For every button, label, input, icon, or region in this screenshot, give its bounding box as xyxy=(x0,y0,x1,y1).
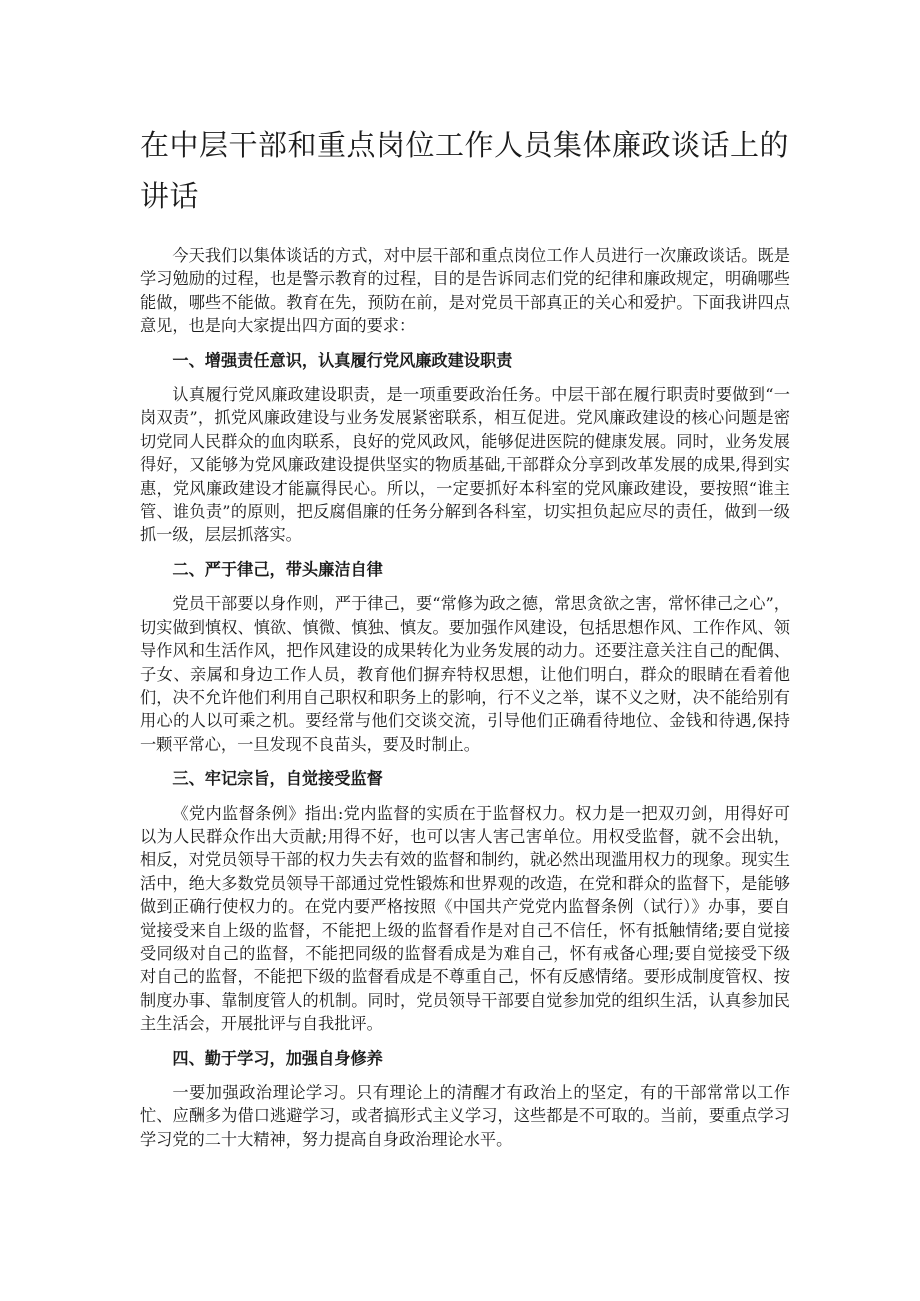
section-3-body: 《党内监督条例》指出:党内监督的实质在于监督权力。权力是一把双刃剑，用得好可以为人民群众作出大贡献;用得不好，也可以害人害己害单位。用权受监督，就不会出轨，相反，对党员领导干部的权力失去有效的监督和制约，就必然出现滥用权力的现象。现实生活中，绝大多数党员领导干部通过党性锻炼和世界观的改造，在党和群众的监督下，是能够做到正确行使权力的。在党内要严格按照《中国共产党党内监督条例（试行）》办事，要自觉接受来自上级的监督，不能把上级的监督看作是对自己不信任，怀有抵触情绪;要自觉接受同级对自己的监督，不能把同级的监督看成是为难自己，怀有戒备心理;要自觉接受下级对自己的监督，不能把下级的监督看成是不尊重自己，怀有反感情绪。要形成制度管权、按制度办事、靠制度管人的机制。同时，党员领导干部要自觉参加党的组织生活，认真参加民主生活会，开展批评与自我批评。 xyxy=(140,803,790,1034)
section-1-heading: 一、增强责任意识，认真履行党风廉政建设职责 xyxy=(172,350,513,370)
document-page xyxy=(140,120,790,1151)
section-3-heading: 三、牢记宗旨，自觉接受监督 xyxy=(172,769,383,789)
section-4-heading: 四、勤于学习，加强自身修养 xyxy=(172,1048,383,1068)
title-line-2: 讲话 xyxy=(140,179,200,213)
document-title xyxy=(140,120,790,222)
title-line-1: 在中层干部和重点岗位工作人员集体廉政谈话上的 xyxy=(140,128,790,162)
intro-paragraph: 今天我们以集体谈话的方式，对中层干部和重点岗位工作人员进行一次廉政谈话。既是学习勉励的过程，也是警示教育的过程，目的是告诉同志们党的纪律和廉政规定，明确哪些能做，哪些不能做。教育在先，预防在前，是对党员干部真正的关心和爱护。下面我讲四点意见，也是向大家提出四方面的要求： xyxy=(140,246,790,336)
section-4-body: 一要加强政治理论学习。只有理论上的清醒才有政治上的坚定，有的干部常常以工作忙、应酬多为借口逃避学习，或者搞形式主义学习，这些都是不可取的。当前，要重点学习学习党的二十大精神，努力提高自身政治理论水平。 xyxy=(140,1083,790,1149)
section-2-body: 党员干部要以身作则，严于律己，要“常修为政之德，常思贪欲之害，常怀律己之心”，切实做到慎权、慎欲、慎微、慎独、慎友。要加强作风建设，包括思想作风、工作作风、领导作风和生活作风，把作风建设的成果转化为业务发展的动力。还要注意关注自己的配偶、子女、亲属和身边工作人员，教育他们摒弃特权思想，让他们明白，群众的眼睛在看着他们，决不允许他们利用自己职权和职务上的影响，行不义之举，谋不义之财，决不能给别有用心的人以可乘之机。要经常与他们交谈交流，引导他们正确看待地位、金钱和待遇,保持一颗平常心，一旦发现不良苗头，要及时制止。 xyxy=(140,594,790,754)
section-1-body: 认真履行党风廉政建设职责，是一项重要政治任务。中层干部在履行职责时要做到“一岗双责”，抓党风廉政建设与业务发展紧密联系，相互促进。党风廉政建设的核心问题是密切党同人民群众的血肉联系，良好的党风政风，能够促进医院的健康发展。同时，业务发展得好，又能够为党风廉政建设提供坚实的物质基础,干部群众分享到改革发展的成果,得到实惠，党风廉政建设才能赢得民心。所以，一定要抓好本科室的党风廉政建设，要按照“谁主管、谁负责”的原则，把反腐倡廉的任务分解到各科室，切实担负起应尽的责任，做到一级抓一级，层层抓落实。 xyxy=(140,385,790,545)
section-2-heading: 二、严于律己，带头廉洁自律 xyxy=(172,559,383,579)
